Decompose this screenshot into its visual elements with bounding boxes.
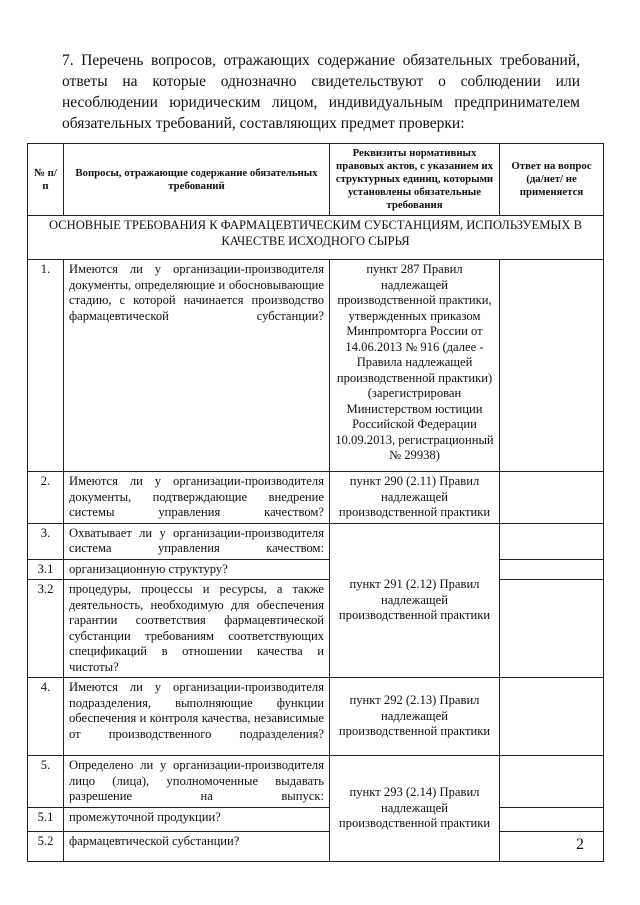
- answer-cell[interactable]: [500, 678, 604, 756]
- row-question-text: фармацевтической субстанции?: [69, 833, 240, 848]
- row-requisites: пункт 293 (2.14) Правил надлежащей производственной практики: [330, 756, 500, 862]
- row-question: [64, 807, 330, 831]
- row-question-text: процедуры, процессы и ресурсы, а также деятельность, необходимую для обеспечения гарантии соответствия фармацевтической субстанции требованиям соответствующих спецификаций в отношении качества и чистоты?: [69, 582, 324, 674]
- answer-cell[interactable]: [500, 472, 604, 524]
- row-question: [64, 523, 330, 559]
- answer-cell[interactable]: [500, 580, 604, 678]
- section-title: ОСНОВНЫЕ ТРЕБОВАНИЯ К ФАРМАЦЕВТИЧЕСКИМ СУБСТАНЦИЯМ, ИСПОЛЬЗУЕМЫХ В КАЧЕСТВЕ ИСХОДНОГО СЫРЬЯ: [28, 216, 604, 260]
- row-number: 5.: [28, 756, 64, 808]
- table-header-row: [28, 144, 604, 216]
- table-row: [28, 580, 604, 678]
- row-number: 2.: [28, 472, 64, 524]
- row-requisites: пункт 291 (2.12) Правил надлежащей производственной практики: [330, 523, 500, 678]
- answer-cell[interactable]: [500, 807, 604, 831]
- table-row: [28, 523, 604, 559]
- table-row: [28, 831, 604, 861]
- row-number: 3.: [28, 523, 64, 559]
- row-question-text: промежуточной продукции?: [69, 809, 221, 824]
- header-requisites: Реквизиты нормативных правовых актов, с указанием их структурных единиц, которыми установлены обязательные требования: [330, 144, 500, 216]
- answer-cell[interactable]: [500, 831, 604, 861]
- requirements-table: [27, 143, 604, 862]
- row-number: 5.1: [28, 807, 64, 831]
- page-number: 2: [576, 836, 584, 853]
- row-requisites: пункт 292 (2.13) Правил надлежащей производственной практики: [330, 678, 500, 756]
- section-row: [28, 216, 604, 260]
- row-question: [64, 580, 330, 678]
- row-question: [64, 756, 330, 808]
- answer-cell[interactable]: [500, 260, 604, 472]
- header-num: № п/п: [28, 144, 64, 216]
- row-question: [64, 260, 330, 472]
- row-question-text: Имеются ли у организации-производителя документы, определяющие и обосновывающие стадию, с которой начинается производство фармацевтической субстанции?: [69, 262, 324, 323]
- table-row: [28, 472, 604, 524]
- table-row: [28, 559, 604, 580]
- row-requisites: пункт 287 Правил надлежащей производственной практики, утвержденных приказом Минпромторга России от 14.06.2013 № 916 (далее - Правила надлежащей производственной практики) (зарегистрирован Министерством юстиции Российской Федерации 10.09.2013, регистрационный № 29938): [330, 260, 500, 472]
- answer-cell[interactable]: [500, 756, 604, 808]
- table-row: [28, 260, 604, 472]
- row-number: 4.: [28, 678, 64, 756]
- row-number: 3.1: [28, 559, 64, 580]
- row-question-text: Определено ли у организации-производителя лицо (лица), уполномоченные выдавать разрешение на выпуск:: [69, 758, 324, 803]
- row-question-text: организационную структуру?: [69, 561, 228, 576]
- row-requisites: пункт 290 (2.11) Правил надлежащей производственной практики: [330, 472, 500, 524]
- header-answer: Ответ на вопрос (да/нет/ не применяется: [500, 144, 604, 216]
- table-row: [28, 756, 604, 808]
- row-question: [64, 559, 330, 580]
- row-question: [64, 831, 330, 861]
- answer-cell[interactable]: [500, 559, 604, 580]
- header-question: Вопросы, отражающие содержание обязательных требований: [64, 144, 330, 216]
- row-question-text: Имеются ли у организации-производителя подразделения, выполняющие функции обеспечения и контроля качества, независимые от производственного подразделения?: [69, 680, 324, 741]
- row-question: [64, 678, 330, 756]
- table-row: [28, 678, 604, 756]
- intro-paragraph: [62, 50, 580, 134]
- row-number: 5.2: [28, 831, 64, 861]
- answer-cell[interactable]: [500, 523, 604, 559]
- row-number: 3.2: [28, 580, 64, 678]
- row-question: [64, 472, 330, 524]
- table-row: [28, 807, 604, 831]
- row-question-text: Охватывает ли у организации-производителя система управления качеством:: [69, 525, 324, 555]
- row-number: 1.: [28, 260, 64, 472]
- intro-text: 7. Перечень вопросов, отражающих содержание обязательных требований, ответы на которые однозначно свидетельствуют о соблюдении или несоблюдении юридическим лицом, индивидуальным предпринимателем обязательных требований, составляющих предмет проверки:: [62, 52, 580, 132]
- row-question-text: Имеются ли у организации-производителя документы, подтверждающие внедрение системы управления качеством?: [69, 474, 324, 519]
